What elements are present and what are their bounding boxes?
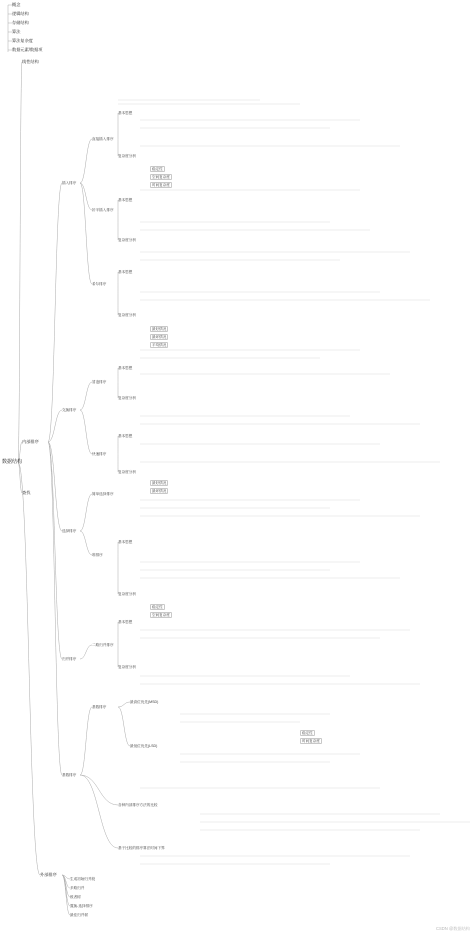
label-lsd[interactable]: 最低位优先(LSD) bbox=[130, 744, 158, 748]
label-analysis-2: 复杂度分析 bbox=[118, 238, 136, 242]
label-idea-3: 基本思想 bbox=[118, 270, 133, 274]
detail-best-3: 最好情况 bbox=[152, 327, 167, 331]
branch-sort[interactable]: 内部排序 bbox=[22, 439, 39, 444]
top-item-concept[interactable]: 概念 bbox=[12, 2, 21, 7]
group-link-3 bbox=[48, 442, 62, 659]
top-item-complexity[interactable]: 算法复杂度 bbox=[12, 38, 33, 43]
label-analysis-6: 复杂度分析 bbox=[118, 592, 136, 596]
connector bbox=[80, 139, 92, 183]
method-direct-insert[interactable]: 直接插入排序 bbox=[92, 137, 114, 141]
method-quick[interactable]: 快速排序 bbox=[92, 452, 107, 456]
label-analysis-5: 复杂度分析 bbox=[118, 470, 136, 474]
connector bbox=[80, 775, 118, 848]
connector bbox=[80, 382, 92, 410]
label-analysis-7: 复杂度分析 bbox=[118, 665, 136, 669]
connector bbox=[80, 494, 92, 531]
ext-step-5[interactable]: 最佳归并树 bbox=[70, 913, 88, 917]
top-item-logic[interactable]: 逻辑结构 bbox=[12, 11, 29, 16]
connector bbox=[80, 707, 92, 775]
connector bbox=[80, 775, 118, 805]
connector bbox=[118, 702, 130, 707]
ext-link-3 bbox=[62, 875, 70, 906]
method-2way-merge[interactable]: 二路归并排序 bbox=[92, 643, 114, 647]
connector bbox=[80, 410, 92, 454]
method-radix[interactable]: 基数排序 bbox=[92, 705, 107, 709]
method-shell[interactable]: 希尔排序 bbox=[92, 282, 107, 286]
watermark: CSDN @数据结构 bbox=[435, 926, 470, 931]
detail-worst-3: 最坏情况 bbox=[152, 335, 167, 339]
label-lower-bound[interactable]: 基于比较的排序算法时间下界 bbox=[118, 846, 165, 850]
ext-step-4[interactable]: 置换-选择排序 bbox=[70, 904, 93, 908]
detail-space-1: 空间复杂度 bbox=[152, 175, 170, 179]
label-msd[interactable]: 最高位优先(MSD) bbox=[130, 700, 159, 704]
label-idea-5: 基本思想 bbox=[118, 434, 133, 438]
top-item-element[interactable]: 数据元素/数据项 bbox=[12, 47, 43, 52]
detail-space-6: 空间复杂度 bbox=[152, 613, 170, 617]
root-link-external bbox=[18, 462, 40, 875]
label-idea-1: 基本思想 bbox=[118, 111, 133, 115]
root-node[interactable]: 数据结构 bbox=[2, 459, 23, 465]
method-bubble[interactable]: 冒泡排序 bbox=[92, 380, 107, 384]
branch-linear[interactable]: 线性结构 bbox=[22, 59, 39, 64]
connector bbox=[80, 531, 92, 555]
label-idea-2: 基本思想 bbox=[118, 198, 133, 202]
ext-step-2[interactable]: 多路归并 bbox=[70, 886, 85, 890]
method-simple-select[interactable]: 简单选择排序 bbox=[92, 492, 114, 496]
detail-stable-6: 稳定性 bbox=[152, 605, 163, 609]
branch-search[interactable]: 查找 bbox=[22, 490, 31, 495]
label-compare[interactable]: 各种内部排序方法的比较 bbox=[118, 803, 158, 807]
label-analysis-4: 复杂度分析 bbox=[118, 396, 136, 400]
group-link-1 bbox=[48, 410, 62, 442]
detail-stable-1: 稳定性 bbox=[152, 167, 163, 171]
group-link-0 bbox=[48, 183, 62, 442]
detail-worst-5: 最坏情况 bbox=[152, 489, 167, 493]
detail-time-radix: 时间复杂度 bbox=[302, 739, 320, 743]
connector bbox=[118, 707, 130, 746]
label-idea-6: 基本思想 bbox=[118, 540, 133, 544]
connector bbox=[80, 645, 92, 659]
branch-external[interactable]: 外部排序 bbox=[40, 872, 57, 877]
method-heap[interactable]: 堆排序 bbox=[92, 553, 103, 557]
label-idea-7: 基本思想 bbox=[118, 620, 133, 624]
method-binary-insert[interactable]: 折半插入排序 bbox=[92, 208, 114, 212]
top-item-algorithm[interactable]: 算法 bbox=[12, 29, 21, 34]
top-item-storage[interactable]: 存储结构 bbox=[12, 20, 29, 25]
detail-avg-3: 平均情况 bbox=[152, 343, 167, 347]
detail-best-5: 最好情况 bbox=[152, 481, 167, 485]
detail-stable-radix: 稳定性 bbox=[302, 731, 313, 735]
group-select[interactable]: 选择排序 bbox=[62, 529, 77, 533]
ext-step-3[interactable]: 败者树 bbox=[70, 895, 81, 899]
connector bbox=[80, 183, 92, 284]
group-merge[interactable]: 归并排序 bbox=[62, 657, 77, 661]
group-radix[interactable]: 基数排序 bbox=[62, 773, 77, 777]
label-idea-4: 基本思想 bbox=[118, 366, 133, 370]
root-link-linear bbox=[18, 62, 22, 462]
group-insert[interactable]: 插入排序 bbox=[62, 181, 77, 185]
ext-step-1[interactable]: 生成初始归并段 bbox=[70, 877, 96, 881]
label-analysis-3: 复杂度分析 bbox=[118, 313, 136, 317]
group-exchange[interactable]: 交换排序 bbox=[62, 408, 77, 412]
label-analysis-1: 复杂度分析 bbox=[118, 154, 136, 158]
group-link-4 bbox=[48, 442, 62, 775]
detail-time-1: 时间复杂度 bbox=[152, 183, 170, 187]
